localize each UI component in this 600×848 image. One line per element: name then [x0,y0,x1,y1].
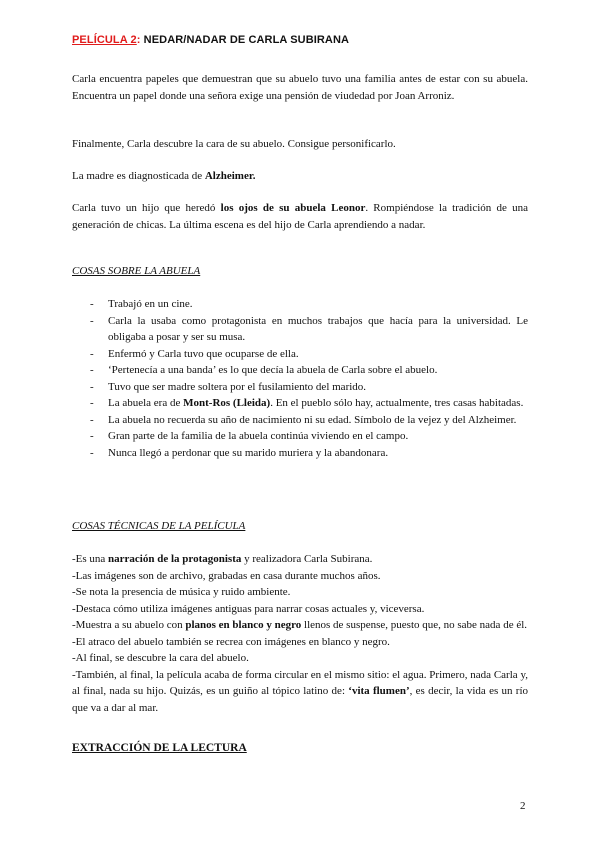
tech-bold: narración de la protagonista [108,553,242,565]
tech-bold: planos en blanco y negro [185,619,302,631]
tech-line: -Destaca cómo utiliza imágenes antiguas para narrar cosas actuales y, viceversa. [72,602,425,615]
list-item-text: Nunca llegó a perdonar que su marido muriera y la abandonara. [108,446,389,459]
tech-text: llenos de suspense, puesto que, no sabe nada de él. [301,619,528,631]
intro-paragraph-1: Carla encuentra papeles que demuestran que su abuelo tuvo una familia antes de estar con su abuela. Encuentra un papel donde una señora exige una pensión de viudedad por Joan Arroniz. [72,73,528,102]
page-number: 2 [520,800,526,812]
list-item [72,428,528,445]
list-item [72,412,528,429]
tech-bold: ‘vita flumen’ [348,685,410,697]
list-item [72,346,528,363]
intro-paragraph-2: Finalmente, Carla descubre la cara de su abuelo. Consigue personificarlo. [72,138,396,150]
tech-text: y realizadora Carla Subirana. [241,553,373,565]
bullet-dash: - [90,380,94,393]
tecnicas-heading: COSAS TÉCNICAS DE LA PELÍCULA [72,520,246,532]
bullet-dash: - [90,314,94,327]
page-title [72,34,349,46]
intro-p4-post: . Rompiéndose la tradición de una generación de chicas. La última escena es del hijo de Carla aprendiendo a nadar. [72,202,528,231]
tech-text: -También, al final, la película acaba de forma circular en el mismo sitio: el agua. Primero, nada Carla y, al final, nada su hijo. Quizás, es un guiño al tópico latino de: [72,668,528,697]
list-item-text: Tuvo que ser madre soltera por el fusilamiento del marido. [108,380,367,393]
list-item-text: ‘Pertenecía a una banda’ es lo que decía la abuela de Carla sobre el abuelo. [108,364,438,376]
bullet-dash: - [90,364,94,376]
alzheimer-bold: Alzheimer. [204,170,256,182]
list-item-text: Carla la usaba como protagonista en muchos trabajos que hacía para la universidad. Le obligaba a posar y ser su musa. [108,314,528,343]
intro-paragraph-3 [72,168,528,185]
tech-line [72,551,528,568]
bullet-dash: - [90,298,94,310]
list-item [72,362,528,379]
bullet-dash: - [90,430,94,442]
abuela-heading: COSAS SOBRE LA ABUELA [72,265,201,277]
list-item-text: Trabajó en un cine. [108,298,193,310]
list-item-text: Enfermó y Carla tuvo que ocuparse de ella. [108,347,299,360]
tech-text: -Es una [72,553,109,565]
intro-p3-text: La madre es diagnosticada de [72,170,205,182]
tech-text: -Muestra a su abuelo con [72,619,186,631]
list-item [72,296,528,313]
film-title: NEDAR/NADAR DE CARLA SUBIRANA [140,34,350,46]
tech-line: -Las imágenes son de archivo, grabadas en casa durante muchos años. [72,569,381,582]
tecnicas-block [72,551,528,716]
list-item [72,313,528,346]
bullet-dash: - [90,397,94,409]
list-item-text: La abuela era de [108,397,184,409]
tech-line [72,667,528,717]
intro-p4-bold: los ojos de su abuela Leonor [220,202,366,214]
tech-line: -Se nota la presencia de música y ruido ambiente. [72,586,291,598]
tech-text: , es decir, la vida es un río que va a dar al mar. [72,685,529,714]
tech-line: -Al final, se descubre la cara del abuelo. [72,652,249,664]
list-item-text: Gran parte de la familia de la abuela continúa viviendo en el campo. [108,430,409,442]
abuela-list [72,296,528,461]
list-item [72,445,528,462]
list-item-text: . En el pueblo sólo hay, actualmente, tres casas habitadas. [270,397,524,409]
extraccion-heading: EXTRACCIÓN DE LA LECTURA [72,742,247,754]
intro-paragraph-4 [72,200,528,233]
film-label-colon: : [136,34,141,46]
bullet-dash: - [90,347,94,360]
bullet-dash: - [90,446,94,459]
list-item-text: La abuela no recuerda su año de nacimiento ni su edad. Símbolo de la vejez y del Alzheimer. [108,413,517,426]
bullet-dash: - [90,413,94,426]
list-item [72,379,528,396]
mont-ros-bold: Mont-Ros (Lleida) [183,397,271,409]
tech-line: -El atraco del abuelo también se recrea con imágenes en blanco y negro. [72,635,390,648]
intro-p4-pre: Carla tuvo un hijo que heredó [72,202,221,214]
list-item [72,395,528,412]
tech-line [72,617,528,634]
film-label: PELÍCULA 2 [72,34,137,46]
